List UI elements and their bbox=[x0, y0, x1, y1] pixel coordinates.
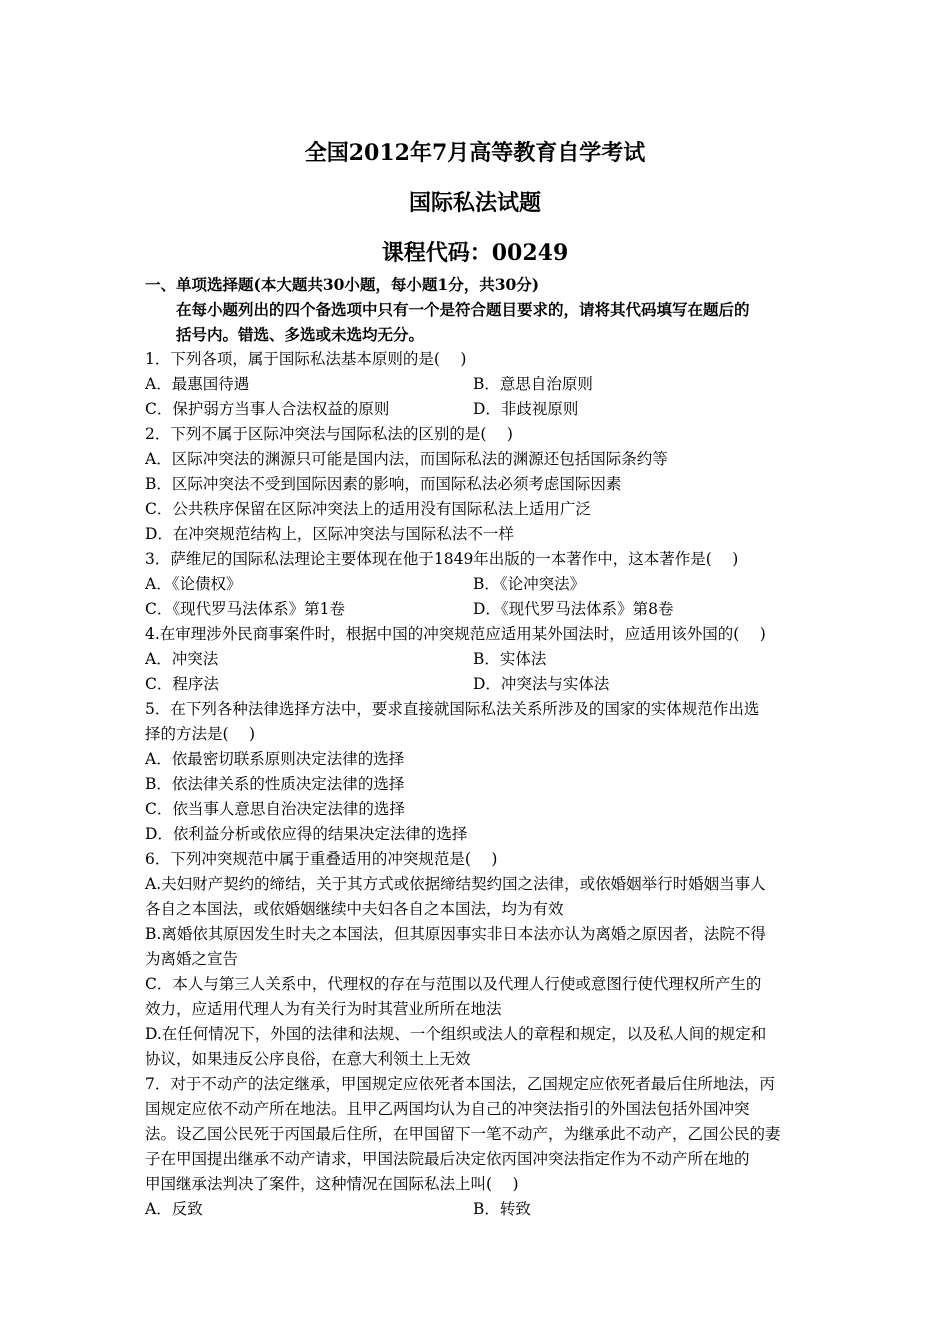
question-stem: 3．萨维尼的国际私法理论主要体现在他于1849年出版的一本著作中，这本著作是( ) bbox=[145, 550, 739, 568]
option-a: A.夫妇财产契约的缔结，关于其方式或依据缔结契约国之法律，或依婚姻举行时婚姻当事人 bbox=[145, 875, 766, 893]
option-d: D．冲突法与实体法 bbox=[473, 675, 610, 693]
option-d: D．在冲突规范结构上，区际冲突法与国际私法不一样 bbox=[145, 525, 514, 543]
option-b: B.离婚依其原因发生时夫之本国法，但其原因事实非日本法亦认为离婚之原因者，法院不得 bbox=[145, 925, 766, 943]
question-stem: 7．对于不动产的法定继承，甲国规定应依死者本国法，乙国规定应依死者最后住所地法，丙 bbox=[145, 1075, 775, 1093]
exam-title: 全国2012年7月高等教育自学考试 bbox=[304, 140, 646, 166]
option-b: 为离婚之宣告 bbox=[145, 950, 239, 968]
option-a: A．冲突法 bbox=[145, 650, 219, 668]
question-stem: 法。设乙国公民死于丙国最后住所，在甲国留下一笔不动产，为继承此不动产，乙国公民的妻 bbox=[145, 1125, 781, 1143]
option-c: C．依当事人意思自治决定法律的选择 bbox=[145, 800, 405, 818]
option-b: B．依法律关系的性质决定法律的选择 bbox=[145, 775, 405, 793]
question-stem: 择的方法是( ) bbox=[145, 725, 256, 743]
option-b: B．《论冲突法》 bbox=[473, 575, 586, 593]
option-a: 各自之本国法，或依婚姻继续中夫妇各自之本国法，均为有效 bbox=[145, 900, 564, 918]
question-stem: 2．下列不属于区际冲突法与国际私法的区别的是( ) bbox=[145, 425, 513, 443]
option-c: C．程序法 bbox=[145, 675, 219, 693]
option-a: A．依最密切联系原则决定法律的选择 bbox=[145, 750, 405, 768]
option-d: D．非歧视原则 bbox=[473, 400, 579, 418]
option-c: 效力，应适用代理人为有关行为时其营业所所在地法 bbox=[145, 1000, 502, 1018]
option-a: A．反致 bbox=[145, 1200, 203, 1218]
option-a: A．最惠国待遇 bbox=[145, 375, 250, 393]
option-d: 协议，如果违反公序良俗，在意大利领土上无效 bbox=[145, 1050, 471, 1068]
section-instruction: 括号内。错选、多选或未选均无分。 bbox=[176, 325, 425, 344]
section-heading: 一、单项选择题(本大题共30小题，每小题1分，共30分) bbox=[145, 275, 540, 294]
section-instruction: 在每小题列出的四个备选项中只有一个是符合题目要求的，请将其代码填写在题后的 bbox=[176, 300, 750, 319]
option-d: D．依利益分析或依应得的结果决定法律的选择 bbox=[145, 825, 468, 843]
course-code: 课程代码：00249 bbox=[381, 240, 569, 266]
option-c: C．本人与第三人关系中，代理权的存在与范围以及代理人行使或意图行使代理权所产生的 bbox=[145, 975, 762, 993]
question-stem: 6．下列冲突规范中属于重叠适用的冲突规范是( ) bbox=[145, 850, 498, 868]
option-b: B．意思自治原则 bbox=[473, 375, 593, 393]
question-stem: 5．在下列各种法律选择方法中，要求直接就国际私法关系所涉及的国家的实体规范作出选 bbox=[145, 700, 760, 718]
subject-title: 国际私法试题 bbox=[408, 190, 541, 216]
option-c: C．公共秩序保留在区际冲突法上的适用没有国际私法上适用广泛 bbox=[145, 500, 591, 518]
question-stem: 1．下列各项，属于国际私法基本原则的是( ) bbox=[145, 350, 467, 368]
option-a: A．区际冲突法的渊源只可能是国内法，而国际私法的渊源还包括国际条约等 bbox=[145, 450, 668, 468]
option-d: D.在任何情况下，外国的法律和法规、一个组织或法人的章程和规定，以及私人间的规定和 bbox=[145, 1025, 767, 1043]
option-b: B．转致 bbox=[473, 1200, 531, 1218]
option-d: D．《现代罗马法体系》第8卷 bbox=[473, 600, 674, 618]
option-b: B．实体法 bbox=[473, 650, 547, 668]
question-stem: 甲国继承法判决了案件，这种情况在国际私法上叫( ) bbox=[145, 1175, 519, 1193]
option-b: B．区际冲突法不受到国际因素的影响，而国际私法必须考虑国际因素 bbox=[145, 475, 622, 493]
question-stem: 子在甲国提出继承不动产请求，甲国法院最后决定依丙国冲突法指定作为不动产所在地的 bbox=[145, 1150, 750, 1168]
question-stem: 国规定应依不动产所在地法。且甲乙两国均认为自己的冲突法指引的外国法包括外国冲突 bbox=[145, 1100, 750, 1118]
option-c: C．《现代罗马法体系》第1卷 bbox=[145, 600, 345, 618]
question-stem: 4.在审理涉外民商事案件时，根据中国的冲突规范应适用某外国法时，应适用该外国的( ) bbox=[145, 625, 766, 643]
option-c: C．保护弱方当事人合法权益的原则 bbox=[145, 400, 390, 418]
option-a: A．《论债权》 bbox=[145, 575, 242, 593]
